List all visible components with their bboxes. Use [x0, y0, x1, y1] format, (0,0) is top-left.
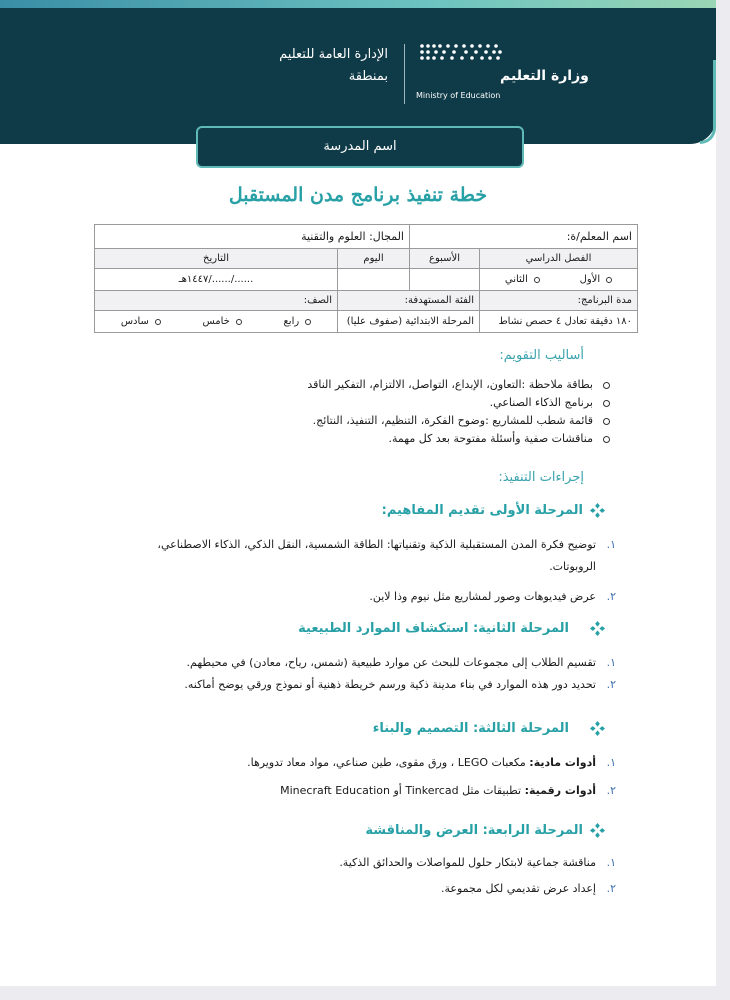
- target-header: الفئة المستهدفة:: [338, 291, 480, 311]
- semester-option-first[interactable]: الأول: [580, 274, 613, 285]
- program-info-table: [94, 224, 638, 333]
- school-name-box: اسم المدرسة: [196, 126, 524, 168]
- evaluation-list: [90, 376, 610, 448]
- list-item: ١. تقسيم الطلاب إلى مجموعات للبحث عن موارد طبيعية (شمس، رياح، معادن) في محيطهم.: [186, 656, 616, 669]
- grade-header: الصف:: [95, 291, 338, 311]
- education-authority: [279, 44, 388, 88]
- week-header: الأسبوع: [410, 249, 480, 269]
- list-item: مناقشات صفية وأسئلة مفتوحة بعد كل مهمة.: [90, 430, 610, 448]
- plan-title: خطة تنفيذ برنامج مدن المستقبل: [228, 184, 488, 206]
- list-item: بطاقة ملاحظة :التعاون، الإبداع، التواصل، الالتزام، التفكير الناقد: [90, 376, 610, 394]
- list-item: ١. توضيح فكرة المدن المستقبلية الذكية وتقنياتها: الطاقة الشمسية، النقل الذكي، الذكاء الاصطناعي، الروبوتات.: [157, 538, 616, 573]
- list-item: ٢. أدوات رقمية: تطبيقات مثل Tinkercad أو Minecraft Education: [280, 784, 616, 797]
- bullet-circle-icon: [603, 382, 610, 389]
- diamond-bullet-icon: [589, 620, 606, 637]
- phase-2-heading: المرحلة الثانية: استكشاف الموارد الطبيعية: [298, 620, 606, 637]
- radio-icon: [155, 319, 161, 325]
- phase-1-heading: المرحلة الأولى تقديم المفاهيم:: [382, 502, 606, 519]
- bullet-circle-icon: [603, 400, 610, 407]
- radio-icon: [534, 277, 540, 283]
- diamond-bullet-icon: [589, 822, 606, 839]
- logo-dot-pattern: [420, 44, 502, 60]
- grade-option-sixth[interactable]: سادس: [121, 316, 161, 327]
- phase-1-list: [96, 534, 616, 608]
- phase-3-heading: المرحلة الثالثة: التصميم والبناء: [373, 720, 606, 737]
- duration-value-cell: ١٨٠ دقيقة تعادل ٤ حصص نشاط: [480, 311, 638, 333]
- list-item: ٢. عرض فيديوهات وصور لمشاريع مثل نيوم وذا لاين.: [369, 590, 616, 603]
- radio-icon: [606, 277, 612, 283]
- logo-separator: [404, 44, 405, 104]
- phase-4-heading: المرحلة الرابعة: العرض والمناقشة: [365, 822, 606, 839]
- header-edge-accent: [700, 60, 716, 144]
- semester-options-cell: [480, 269, 638, 291]
- logo-english-wordmark: Ministry of Education: [416, 91, 501, 100]
- phase-4-list: [96, 852, 616, 900]
- field-cell: المجال: العلوم والتقنية: [95, 225, 410, 249]
- procedures-heading: إجراءات التنفيذ:: [498, 470, 584, 485]
- bullet-circle-icon: [603, 418, 610, 425]
- date-value-cell: ....../....../١٤٤٧هـ: [95, 269, 338, 291]
- list-item: قائمة شطب للمشاريع :وضوح الفكرة، التنظيم، التنفيذ، النتائج.: [90, 412, 610, 430]
- phase-2-list: [96, 652, 616, 696]
- authority-line-1: الإدارة العامة للتعليم: [279, 47, 388, 62]
- list-item: برنامج الذكاء الصناعي.: [90, 394, 610, 412]
- authority-line-2: بمنطقة: [348, 69, 388, 84]
- week-value-cell: [410, 269, 480, 291]
- bullet-circle-icon: [603, 436, 610, 443]
- grade-option-fourth[interactable]: رابع: [283, 316, 311, 327]
- table-row: [95, 269, 638, 291]
- grade-option-fifth[interactable]: خامس: [203, 316, 242, 327]
- duration-header: مدة البرنامج:: [480, 291, 638, 311]
- table-row: [95, 249, 638, 269]
- top-color-strip: [0, 0, 716, 8]
- radio-icon: [236, 319, 242, 325]
- table-row: [95, 291, 638, 311]
- semester-option-second[interactable]: الثاني: [505, 274, 540, 285]
- table-row: [95, 311, 638, 333]
- phase-3-list: [96, 752, 616, 802]
- diamond-bullet-icon: [589, 720, 606, 737]
- table-row: [95, 225, 638, 249]
- teacher-name-cell: اسم المعلم/ة:: [410, 225, 638, 249]
- diamond-bullet-icon: [589, 502, 606, 519]
- logo-arabic-wordmark: وزارة التعليم: [500, 68, 589, 84]
- semester-header: الفصل الدراسي: [480, 249, 638, 269]
- list-item: ٢. إعداد عرض تقديمي لكل مجموعة.: [440, 882, 616, 895]
- day-value-cell: [338, 269, 410, 291]
- date-header: التاريخ: [95, 249, 338, 269]
- ministry-of-education-logo: [414, 40, 589, 106]
- radio-icon: [305, 319, 311, 325]
- list-item: ٢. تحديد دور هذه الموارد في بناء مدينة ذكية ورسم خريطة ذهنية أو نموذج ورقي يوضح أماكنه.: [184, 678, 616, 691]
- list-item: ١. مناقشة جماعية لابتكار حلول للمواصلات والحدائق الذكية.: [339, 856, 616, 869]
- target-value-cell: المرحلة الابتدائية (صفوف عليا): [338, 311, 480, 333]
- evaluation-heading: أساليب التقويم:: [499, 348, 584, 363]
- list-item: ١. أدوات مادية: مكعبات LEGO ، ورق مقوى، طين صناعي، مواد معاد تدويرها.: [247, 756, 616, 769]
- day-header: اليوم: [338, 249, 410, 269]
- grade-options-cell: [95, 311, 338, 333]
